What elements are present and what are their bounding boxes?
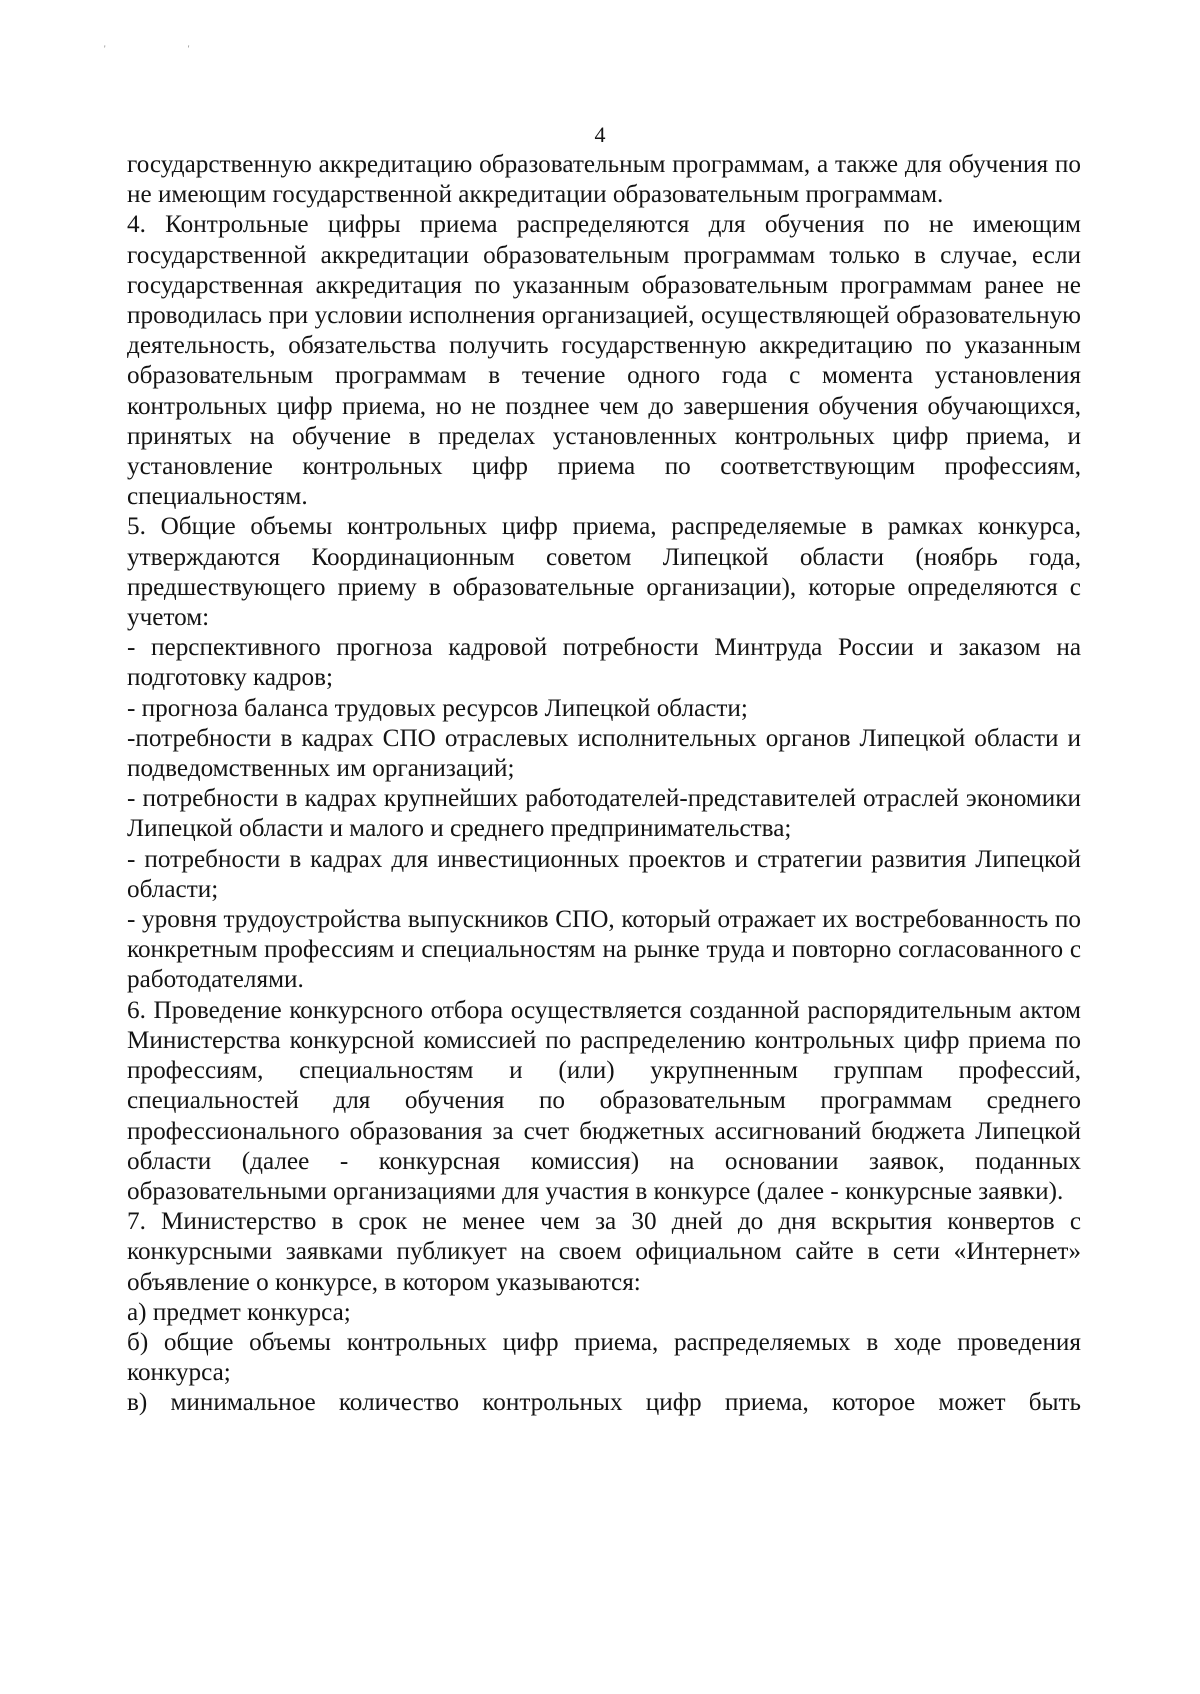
paragraph-item-7: 7. Министерство в срок не менее чем за 30 дней до дня вскрытия конвертов с конкурсными заявками публикует на своем официальном сайте в сети «Интернет» объявление о конкурсе, в котором указываются: [127,1208,1081,1296]
list-item-b: б) общие объемы контрольных цифр приема, распределяемых в ходе проведения конкурса; [127,1328,1081,1387]
paragraph-item-6: 6. Проведение конкурсного отбора осуществляется созданной распорядительным актом Министерства конкурсной комиссией по распределению контрольных цифр приема по профессиям, специальностям и (или) укрупненным группам профессий, специальностей для обучения по образовательным программам среднего профессионального образования за счет бюджетных ассигнований бюджета Липецкой области (далее - конкурсная комиссия) на основании заявок, поданных образовательными организациями для участия в конкурсе (далее - конкурсные заявки). [127,996,1081,1205]
list-item-employment-level: - уровня трудоустройства выпускников СПО, который отражает их востребованность по конкретным профессиям и специальностям на рынке труда и повторно согласованного с работодателями. [127,906,1081,994]
page-number: 4 [594,122,606,147]
list-item-a: а) предмет конкурса; [127,1298,351,1326]
paragraph-item-4: 4. Контрольные цифры приема распределяются для обучения по не имеющим государственной аккредитации образовательным программам только в случае, если государственная аккредитация по указанным образовательным программам ранее не проводилась при условии исполнения организацией, осуществляющей образовательную деятельность, обязательства получить государственную аккредитацию по указанным образовательным программам в течение одного года с момента установления контрольных цифр приема, но не позднее чем до завершения обучения обучающихся, принятых на обучение в пределах установленных контрольных цифр приема, и установление контрольных цифр приема по соответствующим профессиям, специальностям. [127,211,1081,511]
list-item-labor-balance: - прогноза баланса трудовых ресурсов Липецкой области; [127,694,748,722]
document-body [127,150,1081,1419]
paragraph-continuation: государственную аккредитацию образовательным программам, а также для обучения по не имеющим государственной аккредитации образовательным программам. [127,151,1081,209]
list-item-spo-needs: -потребности в кадрах СПО отраслевых исполнительных органов Липецкой области и подведомственных им организаций; [127,724,1081,783]
paragraph-item-5: 5. Общие объемы контрольных цифр приема, распределяемые в рамках конкурса, утверждаются Координационным советом Липецкой области (ноябрь года, предшествующего приему в образовательные организации), которые определяются с учетом: [127,513,1081,632]
list-item-v: в) минимальное количество контрольных цифр приема, которое может быть [127,1389,1081,1417]
list-item-forecast: - перспективного прогноза кадровой потребности Минтруда России и заказом на подготовку кадров; [127,634,1081,692]
list-item-employers-needs: - потребности в кадрах крупнейших работодателей-представителей отраслей экономики Липецкой области и малого и среднего предпринимательства; [127,785,1081,843]
list-item-investment-needs: - потребности в кадрах для инвестиционных проектов и стратегии развития Липецкой области; [127,845,1081,903]
scan-specks: ' ' [104,44,230,54]
